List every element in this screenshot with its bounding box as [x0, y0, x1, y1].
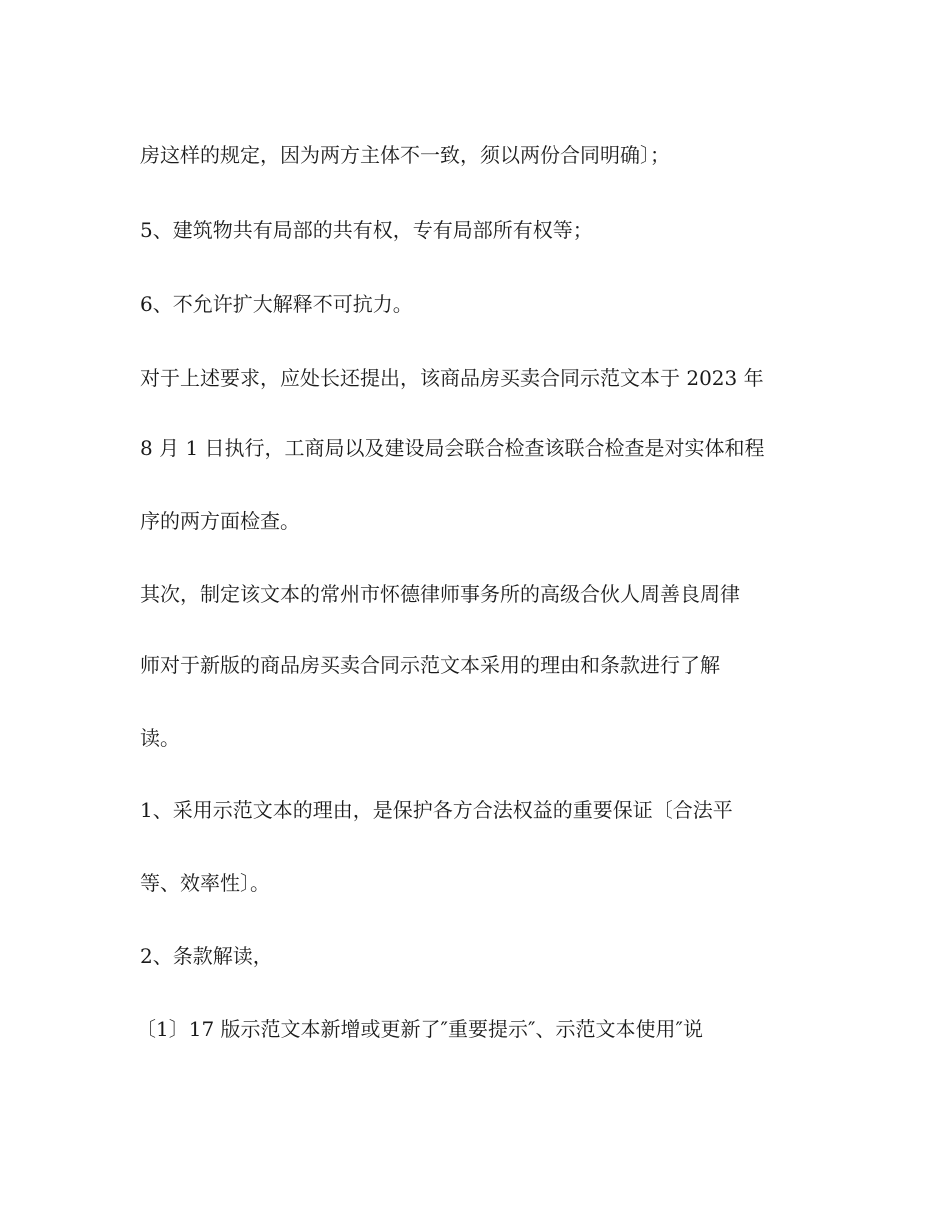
text-line: 序的两方面检查。: [140, 509, 300, 533]
text-line: 1、采用示范文本的理由，是保护各方合法权益的重要保证〔合法平: [140, 798, 733, 822]
text-line: 等、效率性〕。: [140, 871, 270, 895]
text-line: 8 月 1 日执行，工商局以及建设局会联合检查该联合检查是对实体和程: [140, 436, 765, 460]
text-line: 〔1〕17 版示范文本新增或更新了″重要提示″、示范文本使用″说: [136, 1017, 703, 1041]
text-line: 对于上述要求，应处长还提出，该商品房买卖合同示范文本于 2023 年: [140, 366, 764, 390]
text-line: 2、条款解读，: [140, 944, 273, 968]
text-line: 师对于新版的商品房买卖合同示范文本采用的理由和条款进行了解: [140, 653, 720, 677]
text-line: 5、建筑物共有局部的共有权，专有局部所有权等；: [140, 218, 593, 242]
text-line: 6、不允许扩大解释不可抗力。: [140, 292, 413, 316]
text-line: 房这样的规定，因为两方主体不一致，须以两份合同明确〕；: [140, 143, 670, 167]
text-line: 读。: [140, 726, 180, 750]
text-line: 其次，制定该文本的常州市怀德律师事务所的高级合伙人周善良周律: [140, 582, 740, 606]
